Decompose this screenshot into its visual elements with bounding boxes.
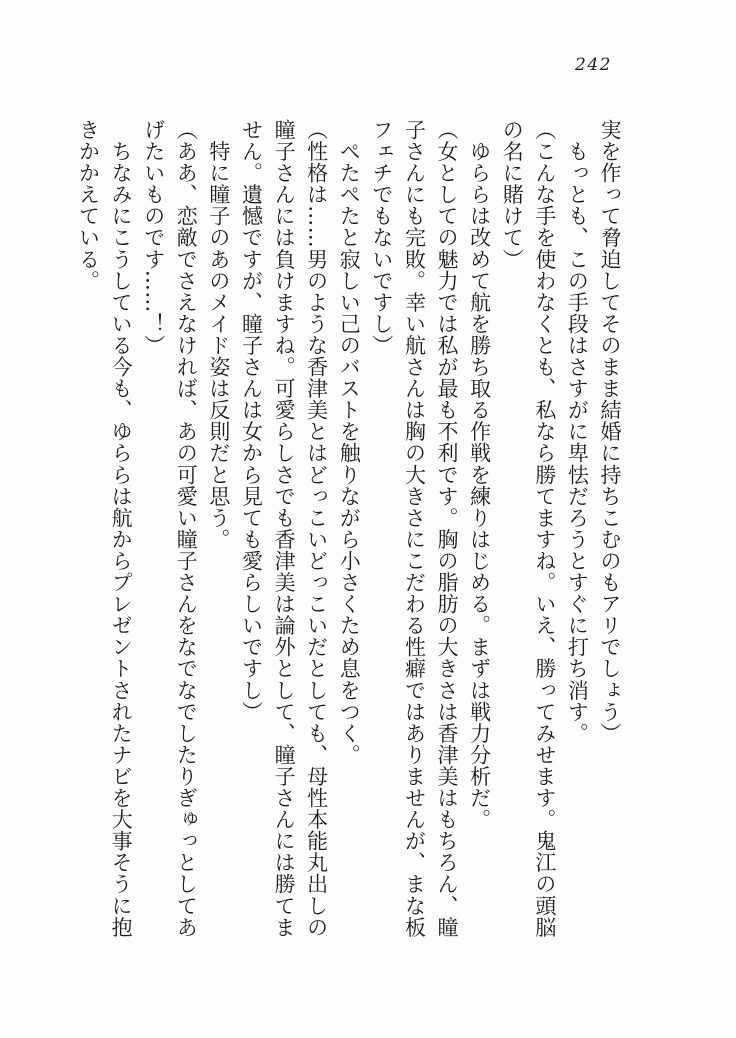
text-line: ちなみにこうしている今も、ゆららは航からプレゼントされたナビを大事そうに抱 [109,119,134,938]
text-line: （こんな手を使わなくとも、私なら勝てますね。いえ、勝ってみせます。鬼江の頭脳 [532,119,557,938]
text-line: もっとも、この手段はさすがに卑怯だろうとすぐに打ち消す。 [565,119,590,744]
text-line: きかかえている。 [76,119,101,292]
text-line: の名に賭けて） [500,119,525,270]
text-line: 特に瞳子のあのメイド姿は反則だと思う。 [206,119,231,550]
text-line: 瞳子さんには負けますね。可愛らしさでも香津美は論外として、瞳子さんには勝てま [272,119,297,938]
page-text [72,119,626,953]
text-line: ぺたぺたと寂しい己のバストを触りながら小さくため息をつく。 [337,119,362,766]
page-number: 242 [575,55,612,75]
text-line: （性格は……男のような香津美とはどっこいどっこいだとしても、母性本能丸出しの [304,119,329,938]
text-line: ゆららは改めて航を勝ち取る作戦を練りはじめる。まずは戦力分析だ。 [467,119,492,831]
text-line: （女としての魅力では私が最も不利です。胸の脂肪の大きさは香津美はもちろん、瞳 [435,119,460,938]
text-line: （ああ、恋敵でさえなければ、あの可愛い瞳子さんをなでなでしたりぎゅっとしてあ [174,119,199,938]
text-line: せん。遺憾ですが、瞳子さんは女から見ても愛らしいですし） [239,119,264,723]
text-line: 実を作って脅迫してそのまま結婚に持ちこむのもアリでしょう） [598,119,622,744]
text-line: フェチでもないですし） [369,119,394,357]
text-line: 子さんにも完敗。幸い航さんは胸の大きさにこだわる性癖ではありませんが、まな板 [402,119,427,938]
text-line: げたいものです……！） [141,119,166,357]
